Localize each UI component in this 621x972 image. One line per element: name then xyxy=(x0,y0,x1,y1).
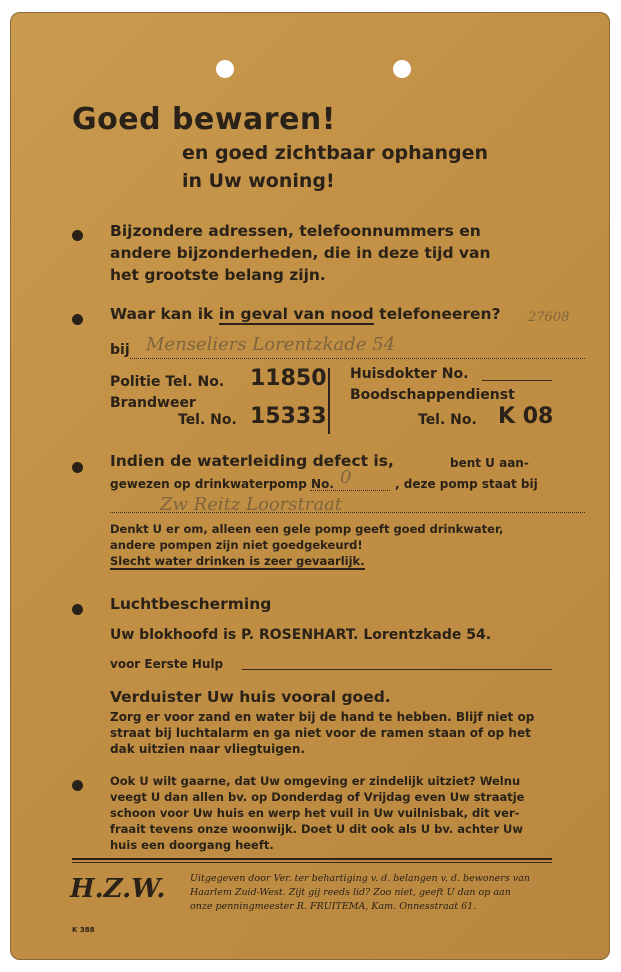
water-text: , deze pomp staat bij xyxy=(395,477,538,491)
verduister-title: Verduister Uw huis vooral goed. xyxy=(110,688,391,706)
lucht-title: Luchtbescherming xyxy=(110,595,272,613)
politie-number: 11850 xyxy=(250,366,327,391)
huisdokter-label: Huisdokter No. xyxy=(350,366,469,382)
subtitle-line-1: en goed zichtbaar ophangen xyxy=(182,142,488,164)
brandweer-label: Brandweer xyxy=(110,395,196,411)
subtitle-line-2: in Uw woning! xyxy=(182,170,335,192)
handwritten-pump-no: 0 xyxy=(340,467,352,488)
handwritten-address: Menseliers Lorentzkade 54 xyxy=(146,334,396,355)
notice-card xyxy=(10,12,610,960)
water-note: andere pompen zijn niet goedgekeurd! xyxy=(110,538,363,552)
divider xyxy=(328,368,330,434)
water-note: Denkt U er om, alleen een gele pomp geeft goed drinkwater, xyxy=(110,522,504,536)
intro-line: het grootste belang zijn. xyxy=(110,266,326,284)
page-title: Goed bewaren! xyxy=(72,102,336,137)
politie-label: Politie Tel. No. xyxy=(110,374,225,390)
brandweer-tel-label: Tel. No. xyxy=(178,412,237,428)
water-warning: Slecht water drinken is zeer gevaarlijk. xyxy=(110,554,365,568)
handwritten-number: 27608 xyxy=(528,310,570,325)
pump-no-line xyxy=(310,490,390,491)
phone-question: Waar kan ik in geval van nood telefoneeren? xyxy=(110,305,501,323)
punch-hole xyxy=(216,60,234,78)
footer-rule xyxy=(72,862,552,863)
intro-line: andere bijzonderheden, die in deze tijd van xyxy=(110,244,491,262)
boodschappen-tel-label: Tel. No. xyxy=(418,412,477,428)
bullet-icon xyxy=(72,314,83,325)
water-text: bent U aan- xyxy=(450,456,529,470)
water-lead: Indien de waterleiding defect is, xyxy=(110,452,394,470)
water-text: gewezen op drinkwaterpomp No. xyxy=(110,477,334,491)
bullet-icon xyxy=(72,462,83,473)
boodschappen-label: Boodschappendienst xyxy=(350,387,515,403)
hzw-logo: H.Z.W. xyxy=(70,874,166,904)
verduister-line: dak uitzien naar vliegtuigen. xyxy=(110,742,306,756)
bij-label: bij xyxy=(110,342,130,358)
boodschappen-number: K 08 xyxy=(498,404,554,429)
bullet-icon xyxy=(72,604,83,615)
omgeving-line: schoon voor Uw huis en werp het vuil in Uw vuilnisbak, dit ver- xyxy=(110,806,520,820)
eerste-hulp-label: voor Eerste Hulp xyxy=(110,657,224,671)
pump-place-line xyxy=(110,512,585,513)
address-line xyxy=(130,358,585,359)
bullet-icon xyxy=(72,230,83,241)
print-code: K 388 xyxy=(72,926,95,934)
eerste-hulp-line xyxy=(242,669,552,670)
verduister-line: straat bij luchtalarm en ga niet voor de ramen staan of op het xyxy=(110,726,531,740)
footer-rule xyxy=(72,858,552,860)
omgeving-line: fraait tevens onze woonwijk. Doet U dit ook als U bv. achter Uw xyxy=(110,822,523,836)
huisdokter-line xyxy=(482,380,552,381)
footer-text: Uitgegeven door Ver. ter behartiging v. d. belangen v. d. bewoners van Haarlem Zuid-West. Zijt gij reeds lid? Zoo niet, geeft U dan op aan onze penningmeester R. FRUITEMA, Kam. Onnesstraat 61. xyxy=(190,873,530,912)
omgeving-line: Ook U wilt gaarne, dat Uw omgeving er zindelijk uitziet? Welnu xyxy=(110,774,521,788)
bullet-icon xyxy=(72,780,83,791)
handwritten-pump-place: Zw Reitz Loorstraat xyxy=(160,494,343,515)
verduister-line: Zorg er voor zand en water bij de hand te hebben. Blijf niet op xyxy=(110,710,535,724)
intro-line: Bijzondere adressen, telefoonnummers en xyxy=(110,222,481,240)
omgeving-line: veegt U dan allen bv. op Donderdag of Vrijdag even Uw straatje xyxy=(110,790,525,804)
brandweer-number: 15333 xyxy=(250,404,327,429)
blokhoofd-text: Uw blokhoofd is P. ROSENHART. Lorentzkade 54. xyxy=(110,627,492,643)
punch-hole xyxy=(393,60,411,78)
omgeving-line: huis een doorgang heeft. xyxy=(110,838,274,852)
